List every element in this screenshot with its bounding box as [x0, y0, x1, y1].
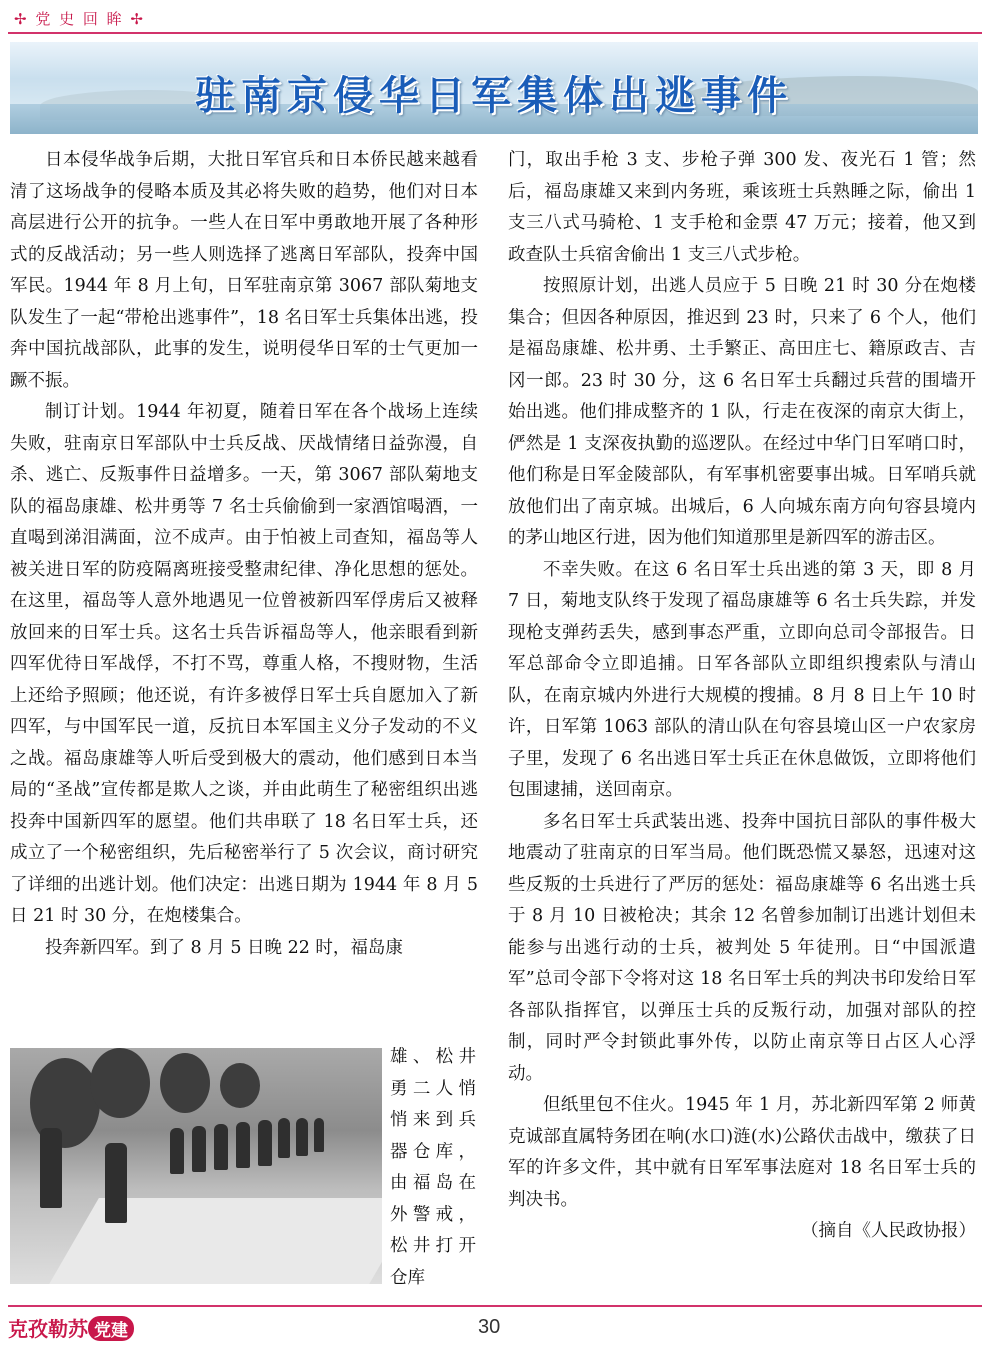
article-title: 驻南京侵华日军集体出逃事件 [195, 73, 793, 119]
title-banner [10, 42, 978, 134]
wrap-text: 雄、松井勇二人悄悄来到兵器仓库，由福岛在外警戒，松井打开仓库 [390, 1047, 476, 1288]
footer-slogan [8, 1313, 134, 1342]
left-column [10, 145, 478, 964]
prisoner-figure [170, 1128, 184, 1174]
prisoner-figure [314, 1118, 324, 1152]
paragraph: 不幸失败。在这 6 名日军士兵出逃的第 3 天，即 8 月 7 日，菊地支队终于发现了福岛康雄等 6 名士兵失踪，并发现枪支弹药丢失，感到事态严重，立即向总司令部报告。日军总部命令立即追捕。日军各部队立即组织搜索队与清山队，在南京城内外进行大规模的搜捕。8 月 8 日上午 10 时许，日军第 1063 部队的清山队在句容县境山区一户农家房子里，发现了 6 名出逃日军士兵正在休息做饭，立即将他们包围逮捕，送回南京。 [508, 559, 976, 800]
paragraph: 但纸里包不住火。1945 年 1 月，苏北新四军第 2 师黄克诚部直属特务团在响(水口)涟(水)公路伏击战中，缴获了日军的许多文件，其中就有日军军事法庭对 18 名日军士兵的判决书。 [508, 1095, 976, 1210]
bottom-divider [8, 1305, 982, 1307]
section-label: ✢ 党 史 回 眸 ✢ [14, 10, 145, 28]
paragraph: 多名日军士兵武装出逃、投奔中国抗日部队的事件极大地震动了驻南京的日军当局。他们既恐慌又暴怒，迅速对这些反叛的士兵进行了严厉的惩处：福岛康雄等 6 名出逃士兵于 8 月 10 日被枪决；其余 12 名曾参加制订出逃计划但未能参与出逃行动的士兵，被判处 5 年徒刑。日“中国派遣军”总司令部下令将对这 18 名日军士兵的判决书印发给日军各部队指挥官，以弹压士兵的反叛行动，加强对部队的控制，同时严令封锁此事外传，以防止南京等日占区人心浮动。 [508, 811, 976, 1084]
soldier-figure [105, 1143, 127, 1223]
footer-slogan-text: 克孜勒苏 [8, 1317, 88, 1341]
prisoner-figure [236, 1122, 250, 1168]
prisoner-figure [214, 1124, 228, 1170]
top-divider [8, 32, 982, 34]
paragraph: 日本侵华战争后期，大批日军官兵和日本侨民越来越看清了这场战争的侵略本质及其必将失败的趋势，他们对日本高层进行公开的抗争。一些人在日军中勇敢地开展了各种形式的反战活动；另一些人则选择了逃离日军部队，投奔中国军民。1944 年 8 月上旬，日军驻南京第 3067 部队菊地支队发生了一起“带枪出逃事件”，18 名日军士兵集体出逃，投奔中国抗战部队，此事的发生，说明侵华日军的士气更加一蹶不振。 [10, 150, 478, 391]
soldier-figure [40, 1128, 62, 1208]
paragraph: 按照原计划，出逃人员应于 5 日晚 21 时 30 分在炮楼集合；但因各种原因，推迟到 23 时，只来了 6 个人，他们是福岛康雄、松井勇、土手繁正、高田庄七、籍原政吉、吉冈一郎。23 时 30 分，这 6 名日军士兵翻过兵营的围墙开始出逃。他们排成整齐的 1 队，行走在夜深的南京大街上，俨然是 1 支深夜执勤的巡逻队。在经过中华门日军哨口时，他们称是日军金陵部队，有军事机密要事出城。日军哨兵就放他们出了南京城。出城后，6 人向城东南方向句容县境内的茅山地区行进，因为他们知道那里是新四军的游击区。 [508, 276, 976, 548]
page-number: 30 [478, 1316, 501, 1338]
historical-photo [10, 1048, 382, 1284]
prisoner-figure [258, 1120, 272, 1166]
paragraph: 门，取出手枪 3 支、步枪子弹 300 发、夜光石 1 管；然后，福岛康雄又来到内务班，乘该班士兵熟睡之际，偷出 1 支三八式马骑枪、1 支手枪和金票 47 万元；接着，他又到政查队士兵宿舍偷出 1 支三八式步枪。 [508, 150, 976, 265]
prisoner-figure [278, 1118, 290, 1158]
source-credit: （摘自《人民政协报） [801, 1221, 976, 1241]
right-column [508, 145, 976, 1248]
paragraph: 投奔新四军。到了 8 月 5 日晚 22 时，福岛康 [45, 937, 403, 958]
road-shape [41, 1198, 382, 1284]
prisoner-figure [192, 1126, 206, 1172]
tree-shape [160, 1053, 210, 1113]
footer-badge: 党建 [88, 1316, 134, 1341]
tree-shape [90, 1048, 150, 1118]
tree-shape [220, 1063, 260, 1108]
prisoner-figure [296, 1118, 308, 1156]
paragraph: 制订计划。1944 年初夏，随着日军在各个战场上连续失败，驻南京日军部队中士兵反战、厌战情绪日益弥漫，自杀、逃亡、反叛事件日益增多。一天，第 3067 部队菊地支队的福岛康雄、松井勇等 7 名士兵偷偷到一家酒馆喝酒，一直喝到涕泪满面，泣不成声。由于怕被上司查知，福岛等人被关进日军的防疫隔离班接受整肃纪律、净化思想的惩处。在这里，福岛等人意外地遇见一位曾被新四军俘虏后又被释放回来的日军士兵。这名士兵告诉福岛等人，他亲眼看到新四军优待日军战俘，不打不骂，尊重人格，不搜财物，生活上还给予照顾；他还说，有许多被俘日军士兵自愿加入了新四军，与中国军民一道，反抗日本军国主义分子发动的不义之战。福岛康雄等人听后受到极大的震动，他们感到日本当局的“圣战”宣传都是欺人之谈，并由此萌生了秘密组织出逃投奔中国新四军的愿望。他们共串联了 18 名日军士兵，还成立了一个秘密组织，先后秘密举行了 5 次会议，商讨研究了详细的出逃计划。他们决定：出逃日期为 1944 年 8 月 5 日 21 时 30 分，在炮楼集合。 [10, 402, 478, 926]
